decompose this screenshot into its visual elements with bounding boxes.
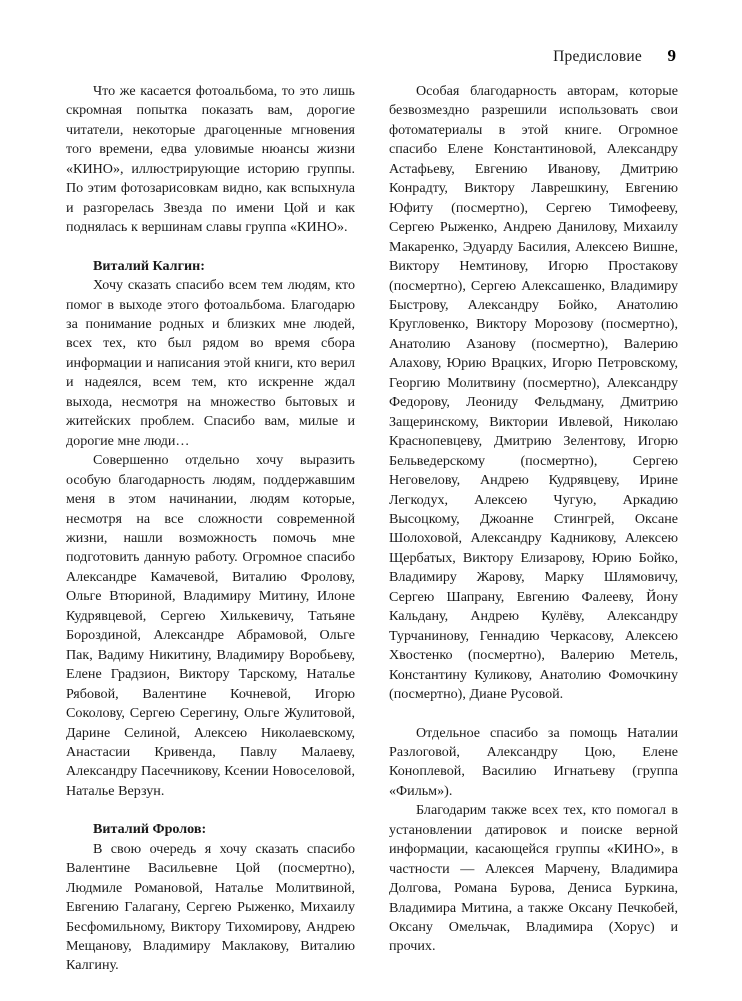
paragraph: Особая благодарность авторам, которые безвозмездно разрешили использовать свои фотоматериалы в этой книге. Огромное спасибо Елене Константиновой, Александру Астафьеву, Евгению Иванову, Дмитрию Конрадту, Виктору Лаврешкину, Евгению Юфиту (посмертно), Сергею Тимофееву, Сергею Рыженко, Андрею Данилову, Михаилу Макаренко, Эдуарду Басилия, Алексею Вишне, Виктору Немтинову, Игорю Простакову (посмертно), Сергею Алексашенко, Владимиру Быстрову, Александру Бойко, Анатолию Кругловенко, Виктору Морозову (посмертно), Анатолию Азанову (посмертно), Валерию Алахову, Юрию Врацких, Игорю Петровскому, Георгию Молитвину (посмертно), Александру Федорову, Леониду Фельдману, Дмитрию Защеринскому, Виктории Ивлевой, Николаю Краснопевцеву, Дмитрию Зелентову, Игорю Бельведерскому (посмертно), Сергею Неговелову, Андрею Кудрявцеву, Ирине Легкодух, Алексею Чугую, Аркадию Высоцкому, Джоанне Стингрей, Оксане Шолоховой, Александру Кадникову, Алексею Щербатых, Виктору Елизарову, Юрию Бойко, Владимиру Жарову, Марку Шлямовичу, Сергею Шапрану, Евгению Фалееву, Йону Кальдану, Андрею Кулёву, Александру Турчанинову, Геннадию Черкасову, Алексею Хвостенко (посмертно), Валерию Метель, Константину Куликову, Анатолию Фомочкину (посмертно), Диане Русовой. [389, 83, 678, 703]
page-number: 9 [667, 46, 676, 65]
paragraph: Хочу сказать спасибо всем тем людям, кто помог в выходе этого фотоальбома. Благодарю за понимание родных и близких мне людей, всех тех, кто был рядом во время сбора информации и написания этой книги, кто верил и надеялся, всем тем, кто искренне ждал выхода, несмотря на множество бытовых и житейских проблем. Спасибо вам, милые и дорогие мне люди… [66, 277, 355, 449]
paragraph: Что же касается фотоальбома, то это лишь скромная попытка показать вам, дорогие читатели, некоторые драгоценные мгновения того времени, едва уловимые нюансы жизни «КИНО», иллюстрирующие историю группы. По этим фотозарисовкам видно, как вспыхнула и разгорелась Звезда по имени Цой и как поднялась к вершинам славы группа «КИНО». [66, 83, 355, 236]
right-column [389, 82, 678, 976]
spacer [66, 238, 355, 257]
paragraph: В свою очередь я хочу сказать спасибо Валентине Васильевне Цой (посмертно), Людмиле Романовой, Наталье Молитвиной, Евгению Галагану, Сергею Рыженко, Михаилу Бесфомильному, Виктору Тихомирову, Андрею Мещанову, Владимиру Маклакову, Виталию Калгину. [66, 840, 355, 974]
running-head-title: Предисловие [553, 48, 642, 65]
paragraph: Отдельное спасибо за помощь Наталии Разлоговой, Александру Цою, Елене Коноплевой, Василию Игнатьеву (группа «Фильм»). [389, 724, 678, 799]
left-column [66, 82, 355, 976]
text-body [66, 82, 678, 976]
subheading-vitaly-kalgin: Виталий Калгин: [93, 257, 205, 274]
running-head [553, 46, 676, 66]
subheading-vitaly-frolov: Виталий Фролов: [93, 821, 207, 838]
paragraph: Благодарим также всех тех, кто помогал в установлении датировок и поиске верной информации, касающейся группы «КИНО», в частности — Алексея Марчену, Владимира Долгова, Романа Бурова, Дениса Буркина, Владимира Митина, а также Оксану Печкобей, Оксану Омельчак, Владимира (Хорус) и прочих. [389, 802, 678, 955]
spacer [66, 801, 355, 820]
spacer [389, 705, 678, 724]
paragraph: Совершенно отдельно хочу выразить особую благодарность людям, поддержавшим меня в этом начинании, людям которые, несмотря на все сложности современной жизни, нашли возможность помочь мне подготовить данную работу. Огромное спасибо Александре Камачевой, Виталию Фролову, Ольге Втюриной, Владимиру Митину, Илоне Кудрявцевой, Сергею Хилькевичу, Татьяне Бороздиной, Александре Абрамовой, Ольге Пак, Вадиму Никитину, Владимиру Воробьеву, Елене Градзион, Виктору Тарскому, Наталье Рябовой, Валентине Кочневой, Игорю Соколову, Сергею Серегину, Ольге Жулитовой, Дарине Селиной, Алексею Николаевскому, Анастасии Кривенда, Павлу Малаеву, Александру Пасечникову, Ксении Новоселовой, Наталье Верзун. [66, 452, 355, 799]
